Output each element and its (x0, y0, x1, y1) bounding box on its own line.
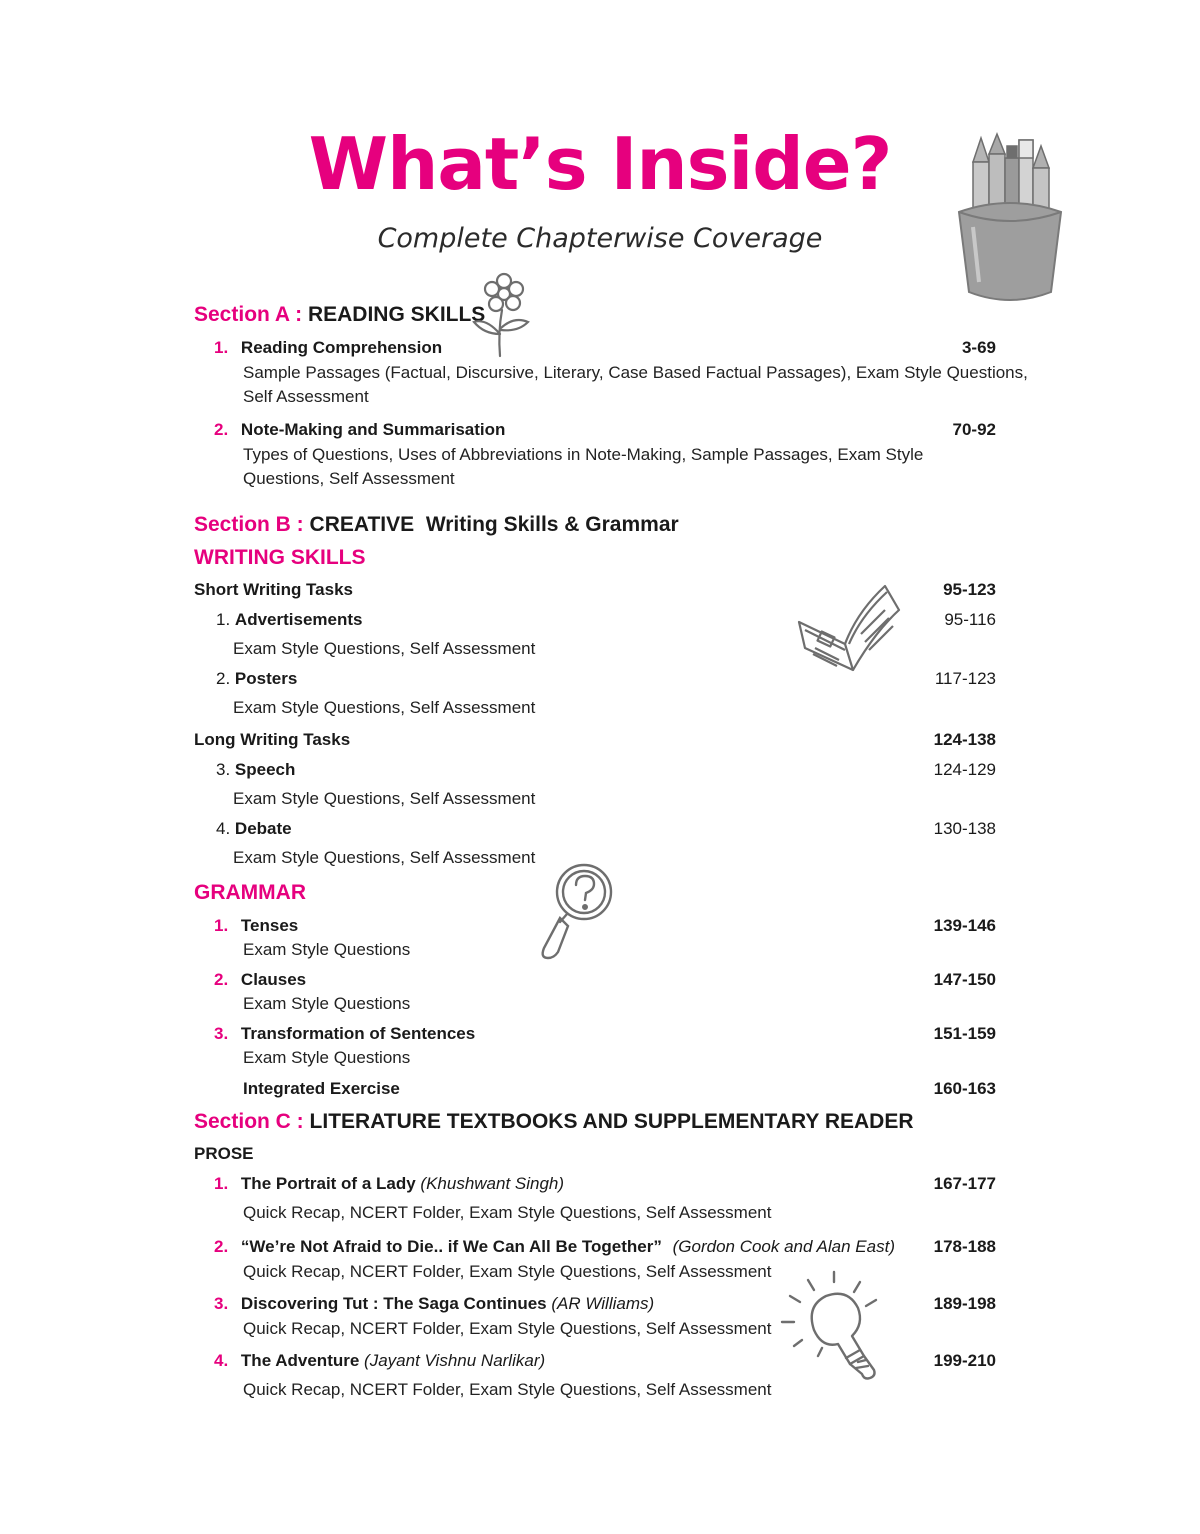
item-title: The Portrait of a Lady (240, 1174, 416, 1193)
page-range: 124-138 (933, 730, 996, 749)
item-number: 3. (214, 1294, 229, 1313)
list-item (214, 970, 306, 990)
item-number: 2. (214, 970, 229, 989)
item-number: 2. (214, 420, 229, 439)
section-a-title: READING SKILLS (307, 303, 486, 326)
page-range: 3-69 (961, 338, 996, 357)
item-title: Discovering Tut : The Saga Continues (240, 1294, 547, 1313)
item-number: 3. (216, 760, 231, 779)
page-range: 178-188 (933, 1237, 996, 1256)
item-title: Note-Making and Summarisation (240, 420, 506, 439)
item-number: 1. (216, 610, 231, 629)
list-item (216, 760, 295, 780)
magnifier-question-icon (538, 862, 618, 964)
list-item (214, 1237, 895, 1257)
page-range: 189-198 (933, 1294, 996, 1313)
page-range: 147-150 (933, 970, 996, 989)
item-number: 2. (216, 669, 231, 688)
page-range: 199-210 (933, 1351, 996, 1370)
flower-icon (470, 272, 532, 358)
item-number: 1. (214, 338, 229, 357)
list-item (214, 916, 298, 936)
description-line: Sample Passages (Factual, Discursive, Literary, Case Based Factual Passages), Exam Style Questions, (243, 363, 1028, 382)
section-c-label: Section C : (194, 1110, 304, 1133)
item-number: 4. (214, 1351, 229, 1370)
item-number: 2. (214, 1237, 229, 1256)
lightbulb-icon (778, 1270, 888, 1385)
item-description: Quick Recap, NCERT Folder, Exam Style Questions, Self Assessment (243, 1262, 772, 1281)
item-title: Tenses (240, 916, 299, 935)
item-number: 1. (214, 916, 229, 935)
item-description: Exam Style Questions (243, 994, 411, 1013)
item-title: “We’re Not Afraid to Die.. if We Can All Be Together” (240, 1237, 662, 1256)
section-a-heading (194, 303, 485, 327)
description-line: Types of Questions, Uses of Abbreviations in Note-Making, Sample Passages, Exam Style (243, 445, 924, 464)
description-line: Self Assessment (243, 387, 369, 406)
item-title: The Adventure (240, 1351, 360, 1370)
item-author: (Gordon Cook and Alan East) (672, 1237, 895, 1256)
list-item (214, 338, 442, 358)
item-title: Transformation of Sentences (240, 1024, 476, 1043)
item-description: Exam Style Questions, Self Assessment (233, 639, 536, 658)
list-item (214, 1351, 545, 1371)
section-a-label: Section A : (194, 303, 303, 326)
pencil-cup-icon (955, 132, 1065, 304)
section-b-heading (194, 513, 679, 537)
item-number: 1. (214, 1174, 229, 1193)
page-range: 167-177 (933, 1174, 996, 1193)
item-description: Exam Style Questions, Self Assessment (233, 789, 536, 808)
item-author: (Jayant Vishnu Narlikar) (364, 1351, 546, 1370)
prose-heading: PROSE (194, 1144, 254, 1163)
page-range: 95-123 (943, 580, 996, 599)
item-author: (Khushwant Singh) (420, 1174, 565, 1193)
item-description: Exam Style Questions (243, 940, 411, 959)
item-description: Exam Style Questions (243, 1048, 411, 1067)
page-range: 95-116 (944, 610, 996, 629)
item-title: Reading Comprehension (240, 338, 443, 357)
description-line: Questions, Self Assessment (243, 469, 455, 488)
list-item (214, 1294, 654, 1314)
item-title: Debate (234, 819, 292, 838)
page-range: 70-92 (952, 420, 996, 439)
item-title: Advertisements (234, 610, 363, 629)
item-description: Quick Recap, NCERT Folder, Exam Style Questions, Self Assessment (243, 1319, 772, 1338)
section-b-title: CREATIVE Writing Skills & Grammar (309, 513, 679, 536)
integrated-exercise-title: Integrated Exercise (243, 1079, 400, 1098)
list-item (214, 1024, 475, 1044)
list-item (216, 669, 297, 689)
open-book-icon (795, 582, 905, 672)
list-item (216, 819, 292, 839)
page-title: What’s Inside? (308, 122, 892, 206)
page-range: 117-123 (934, 669, 996, 688)
page-range: 124-129 (933, 760, 996, 779)
short-tasks-label: Short Writing Tasks (194, 580, 354, 599)
page-range: 151-159 (933, 1024, 996, 1043)
item-description: Exam Style Questions, Self Assessment (233, 848, 536, 867)
item-number: 4. (216, 819, 231, 838)
page-subtitle: Complete Chapterwise Coverage (377, 223, 823, 254)
list-item (214, 1174, 564, 1194)
item-description: Quick Recap, NCERT Folder, Exam Style Questions, Self Assessment (243, 1380, 772, 1399)
item-author: (AR Williams) (551, 1294, 655, 1313)
item-description (243, 443, 923, 491)
writing-skills-heading: WRITING SKILLS (194, 546, 366, 569)
long-tasks-label: Long Writing Tasks (194, 730, 351, 749)
grammar-heading: GRAMMAR (194, 881, 306, 904)
item-title: Speech (234, 760, 296, 779)
list-item (214, 420, 505, 440)
page-range: 139-146 (933, 916, 996, 935)
page-range: 160-163 (933, 1079, 996, 1098)
section-c-heading (194, 1110, 914, 1134)
item-title: Clauses (240, 970, 307, 989)
item-title: Posters (234, 669, 298, 688)
section-c-title: LITERATURE TEXTBOOKS AND SUPPLEMENTARY READER (309, 1110, 914, 1133)
page-range: 130-138 (933, 819, 996, 838)
section-b-label: Section B : (194, 513, 304, 536)
item-description (243, 361, 1028, 409)
item-description: Quick Recap, NCERT Folder, Exam Style Questions, Self Assessment (243, 1203, 772, 1222)
item-number: 3. (214, 1024, 229, 1043)
item-description: Exam Style Questions, Self Assessment (233, 698, 536, 717)
list-item (216, 610, 362, 630)
